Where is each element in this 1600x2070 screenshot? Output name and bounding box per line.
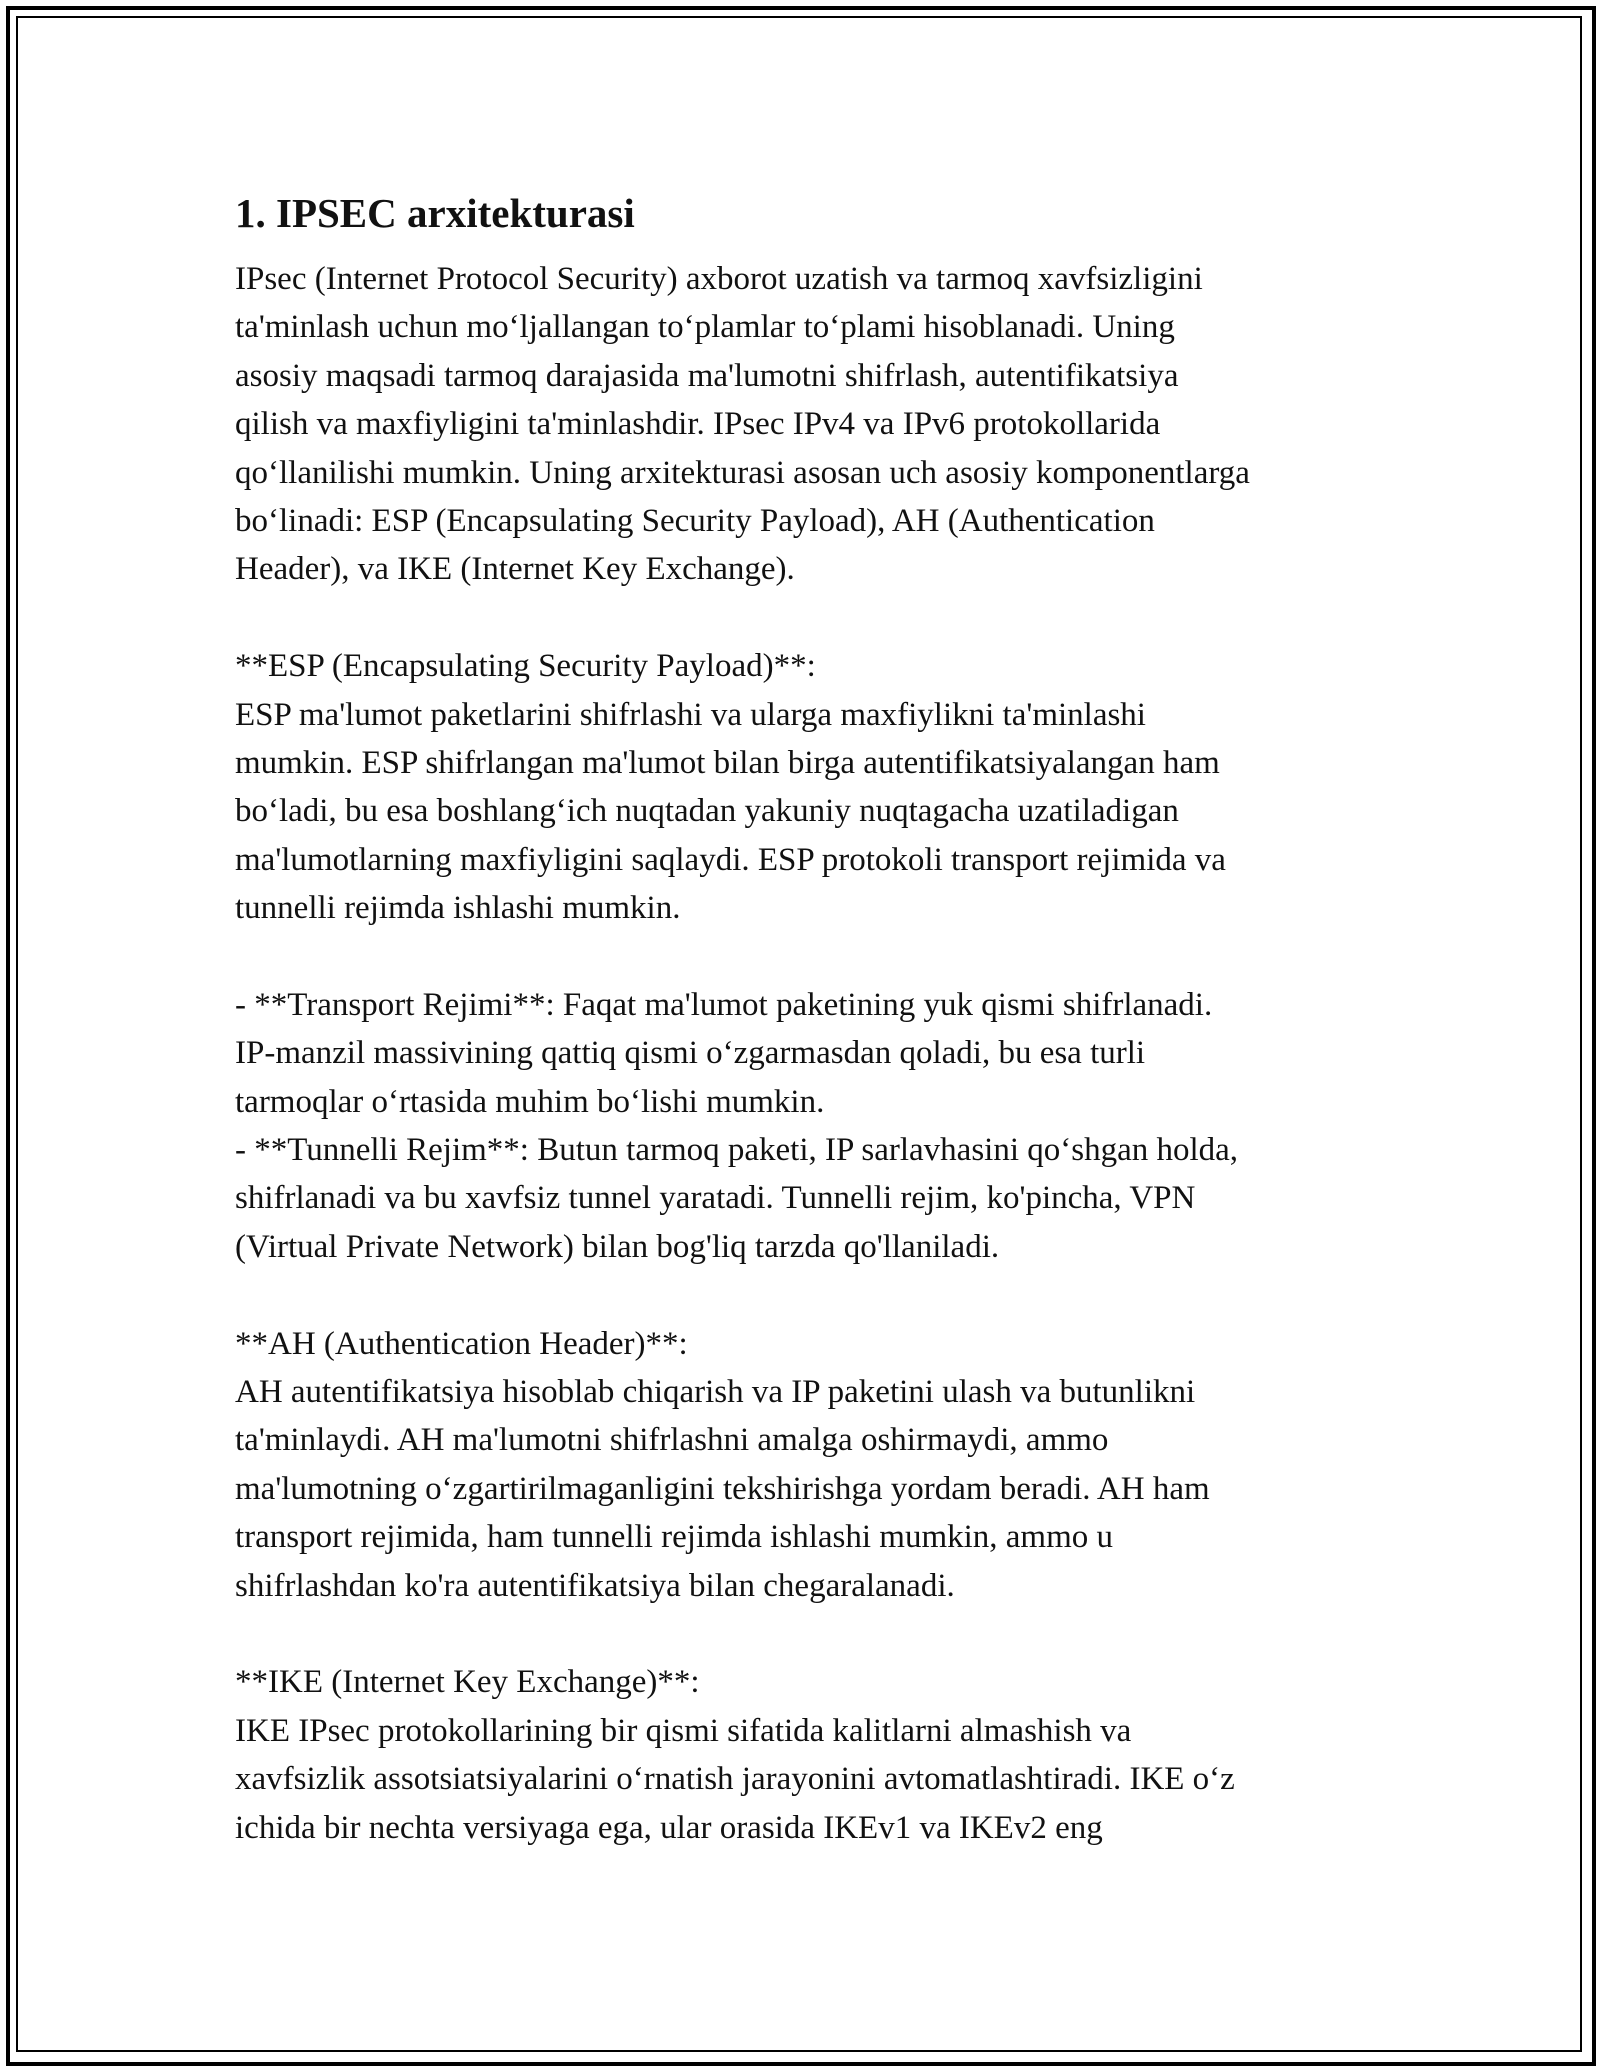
text-line: ta'minlaydi. AH ma'lumotni shifrlashni amalga oshirmaydi, ammo xyxy=(235,1422,1109,1459)
paragraph-spacer xyxy=(235,932,1375,980)
text-line: qilish va maxfiyligini ta'minlashdir. IPsec IPv4 va IPv6 protokollarida xyxy=(235,406,1161,443)
text-line: - **Tunnelli Rejim**: Butun tarmoq paketi, IP sarlavhasini qo‘shgan holda, xyxy=(235,1132,1239,1169)
body-text xyxy=(235,255,1375,1852)
text-line: ichida bir nechta versiyaga ega, ular orasida IKEv1 va IKEv2 eng xyxy=(235,1809,1103,1846)
text-line: bo‘ladi, bu esa boshlang‘ich nuqtadan yakuniy nuqtagacha uzatiladigan xyxy=(235,793,1179,830)
text-line: **ESP (Encapsulating Security Payload)**: xyxy=(235,648,816,685)
paragraph-spacer xyxy=(235,1610,1375,1658)
text-line: shifrlashdan ko'ra autentifikatsiya bilan chegaralanadi. xyxy=(235,1567,955,1604)
text-line: tarmoqlar o‘rtasida muhim bo‘lishi mumkin. xyxy=(235,1083,825,1120)
document-body xyxy=(235,185,1375,1852)
text-line: AH autentifikatsiya hisoblab chiqarish va IP paketini ulash va butunlikni xyxy=(235,1373,1196,1410)
text-line: IP-manzil massivining qattiq qismi o‘zgarmasdan qoladi, bu esa turli xyxy=(235,1035,1146,1072)
text-line: **AH (Authentication Header)**: xyxy=(235,1325,688,1362)
text-line: - **Transport Rejimi**: Faqat ma'lumot paketining yuk qismi shifrlanadi. xyxy=(235,986,1213,1023)
text-line: ma'lumotning o‘zgartirilmaganligini tekshirishga yordam beradi. AH ham xyxy=(235,1470,1210,1507)
text-line: bo‘linadi: ESP (Encapsulating Security Payload), AH (Authentication xyxy=(235,502,1155,539)
text-line: qo‘llanilishi mumkin. Uning arxitekturasi asosan uch asosiy komponentlarga xyxy=(235,454,1250,491)
text-line: shifrlanadi va bu xavfsiz tunnel yaratadi. Tunnelli rejim, ko'pincha, VPN xyxy=(235,1180,1196,1217)
text-line: IKE IPsec protokollarining bir qismi sifatida kalitlarni almashish va xyxy=(235,1712,1132,1749)
text-line: **IKE (Internet Key Exchange)**: xyxy=(235,1664,700,1701)
text-line: ma'lumotlarning maxfiyligini saqlaydi. ESP protokoli transport rejimida va xyxy=(235,841,1226,878)
text-line: (Virtual Private Network) bilan bog'liq tarzda qo'llaniladi. xyxy=(235,1228,1000,1265)
text-line: asosiy maqsadi tarmoq darajasida ma'lumotni shifrlash, autentifikatsiya xyxy=(235,357,1179,394)
text-line: IPsec (Internet Protocol Security) axborot uzatish va tarmoq xavfsizligini xyxy=(235,261,1203,297)
section-title: 1. IPSEC arxitekturasi xyxy=(235,190,635,236)
text-line: Header), va IKE (Internet Key Exchange). xyxy=(235,551,795,588)
text-line: tunnelli rejimda ishlashi mumkin. xyxy=(235,890,681,927)
paragraph-spacer xyxy=(235,594,1375,642)
text-line: ESP ma'lumot paketlarini shifrlashi va ularga maxfiylikni ta'minlashi xyxy=(235,696,1146,733)
text-line: transport rejimida, ham tunnelli rejimda ishlashi mumkin, ammo u xyxy=(235,1519,1114,1556)
paragraph-spacer xyxy=(235,1271,1375,1319)
text-line: mumkin. ESP shifrlangan ma'lumot bilan birga autentifikatsiyalangan ham xyxy=(235,744,1220,781)
text-line: xavfsizlik assotsiatsiyalarini o‘rnatish jarayonini avtomatlashtiradi. IKE o‘z xyxy=(235,1761,1235,1798)
text-line: ta'minlash uchun mo‘ljallangan to‘plamlar to‘plami hisoblanadi. Uning xyxy=(235,309,1175,346)
